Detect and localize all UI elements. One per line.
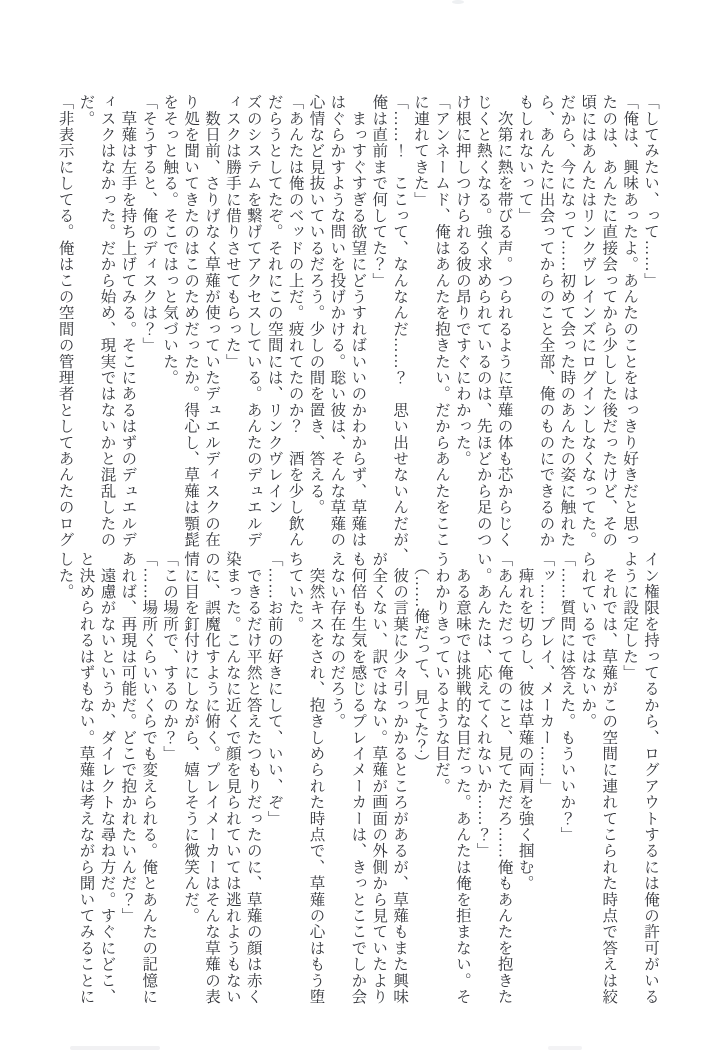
text-line: け根に押しつけられる彼の昂りですぐにわかった。 <box>453 94 471 467</box>
text-line: 「俺は、興味あったよ。あんたのことをはっきり好きだと思っ <box>621 94 639 548</box>
text-line: も何倍も生気を感じるプレイメーカーは、きっとここでしか会 <box>349 551 367 1005</box>
text-line: 「アンネームド、俺はあんたを抱きたい。だからあんたをここ <box>432 94 450 548</box>
text-line: 「してみたい、って……」 <box>642 94 659 289</box>
text-line: はぐらかすような問いを投げかける。聡い彼は、そんな草薙の <box>328 94 346 548</box>
text-line: 心情など見抜いているだろう。少しの間を置き、答える。 <box>307 94 325 516</box>
text-line: をそっと触る。そこではっと気づいた。 <box>161 94 179 386</box>
text-line: たのは、あんたに直接会ってから少しした後だったけど、その <box>600 94 618 548</box>
text-line: 頃にはあんたはリンクヴレインズにログインしなくなってた。 <box>579 94 597 548</box>
text-line: イン権限を持ってるから、ログアウトするには俺の許可がいる <box>642 551 659 1005</box>
text-line: 「そうすると、俺のディスクは？」 <box>140 94 158 354</box>
text-line: ように設定した」 <box>621 551 639 681</box>
text-line: 遠慮がないというか、ダイレクトな尋ね方だ。すぐにどこ、 <box>98 551 116 1005</box>
text-block-top <box>54 94 660 564</box>
text-line: あれば、再現は可能だ。どこで抱かれたいんだ？」 <box>119 551 137 924</box>
text-line: もしれないって」 <box>516 94 534 224</box>
text-line: 「……場所くらいいくらでも変えられる。俺とあんたの記憶に <box>140 551 158 1005</box>
text-line: 痺れを切らし、彼は草薙の両肩を強く掴む。 <box>516 551 534 892</box>
text-line: うわかりきっているような目だ。 <box>432 551 450 794</box>
text-line: 「……質問には答えた。もういいか？」 <box>558 551 576 843</box>
text-line: 「この場所で、するのか？」 <box>161 551 179 762</box>
text-line: い。あんたは、応えてくれないか……？」 <box>474 551 492 859</box>
text-line: 突然キスをされ、抱きしめられた時点で、草薙の心はもう堕 <box>307 551 325 1005</box>
text-line: 「……お前の好きにして、いい、ぞ」 <box>265 551 283 827</box>
text-line: 彼の言葉に少々引っかかるところがあるが、草薙もまた興味 <box>391 551 409 1005</box>
text-line: が全くない、訳ではない。草薙が画面の外側から見ていたより <box>370 551 388 1005</box>
text-line: 「……！ ここって、なんなんだ……？ 思い出せないんだが、 <box>391 94 409 564</box>
text-line: （……俺だって、見てた？） <box>412 551 430 771</box>
text-line: ある意味では挑戦的な目だった。あんたは俺を拒まない。そ <box>453 551 471 1005</box>
text-block-bottom <box>54 551 660 1005</box>
text-line: ら、あんたに出会ってからのこと全部、俺のものにできるのか <box>537 94 555 548</box>
scan-artifact <box>452 0 464 4</box>
text-line: 数日前、さりげなく草薙が使っていたデュエルディスクの在 <box>202 94 220 548</box>
text-line: えない存在なのだろう。 <box>328 551 346 730</box>
text-line: り処を聞いてきたのはこのためだったか。得心し、草薙は顎髭 <box>182 94 200 548</box>
text-line: と決められるはずもない。草薙は考えながら聞いてみることに <box>77 551 95 1005</box>
text-line: ズのシステムを繋げてアクセスしている。あんたのデュエルデ <box>244 94 262 548</box>
text-line: ィスクはなかった。だから始め、現実ではないかと混乱したの <box>98 94 116 548</box>
text-line: だから、今になって……初めて会った時のあんたの姿に触れた <box>558 94 576 548</box>
text-line: 俺は直前まで何してた？」 <box>370 94 388 289</box>
text-line: 情に目を釘付けにしながら、嬉しそうに微笑んだ。 <box>182 551 200 924</box>
text-line: のに、誤魔化すように俯く。プレイメーカーはそんな草薙の表 <box>202 551 220 1005</box>
text-line: ちていた。 <box>286 551 304 632</box>
text-line: だ。 <box>77 94 95 127</box>
text-line: だらうとしてたぞ。それにこの空間には、リンクヴレイン <box>265 94 283 516</box>
text-line: した。 <box>56 551 74 600</box>
text-line: 「ッ……プレイ、メーカー……」 <box>537 551 555 794</box>
text-line: できるだけ平然と答えたつもりだったのに、草薙の顔は赤く <box>244 551 262 1005</box>
text-line: ィスクは勝手に借りさせてもらった」 <box>223 94 241 370</box>
text-line: まっすぐすぎる欲望にどうすればいいのかわからず、草薙は <box>349 94 367 548</box>
text-line: 「非表示にしてる。俺はこの空間の管理者としてあんたのログ <box>56 94 74 548</box>
text-line: に連れてきた」 <box>412 94 430 208</box>
text-line: 次第に熱を帯びる声。つられるように草薙の体も芯からじく <box>495 94 513 548</box>
scan-artifact <box>548 1046 582 1050</box>
text-line: 草薙は左手を持ち上げてみる。そこにあるはずのデュエルデ <box>119 94 137 548</box>
scan-artifact <box>70 1046 160 1050</box>
text-line: 「あんただって俺のこと、見てただろ……俺もあんたを抱きた <box>495 551 513 1005</box>
text-line: 「あんたは俺のベッドの上だ。疲れてたのか？ 酒を少し飲ん <box>286 94 304 548</box>
text-line: 染まった。こんなに近くで顔を見られていては逃れようもない <box>223 551 241 1005</box>
text-line: それでは、草薙がこの空間に連れてこられた時点で答えは絞 <box>600 551 618 1005</box>
text-line: られているではないか。 <box>579 551 597 730</box>
text-line: じくと熱くなる。強く求められているのは、先ほどから足のつ <box>474 94 492 548</box>
